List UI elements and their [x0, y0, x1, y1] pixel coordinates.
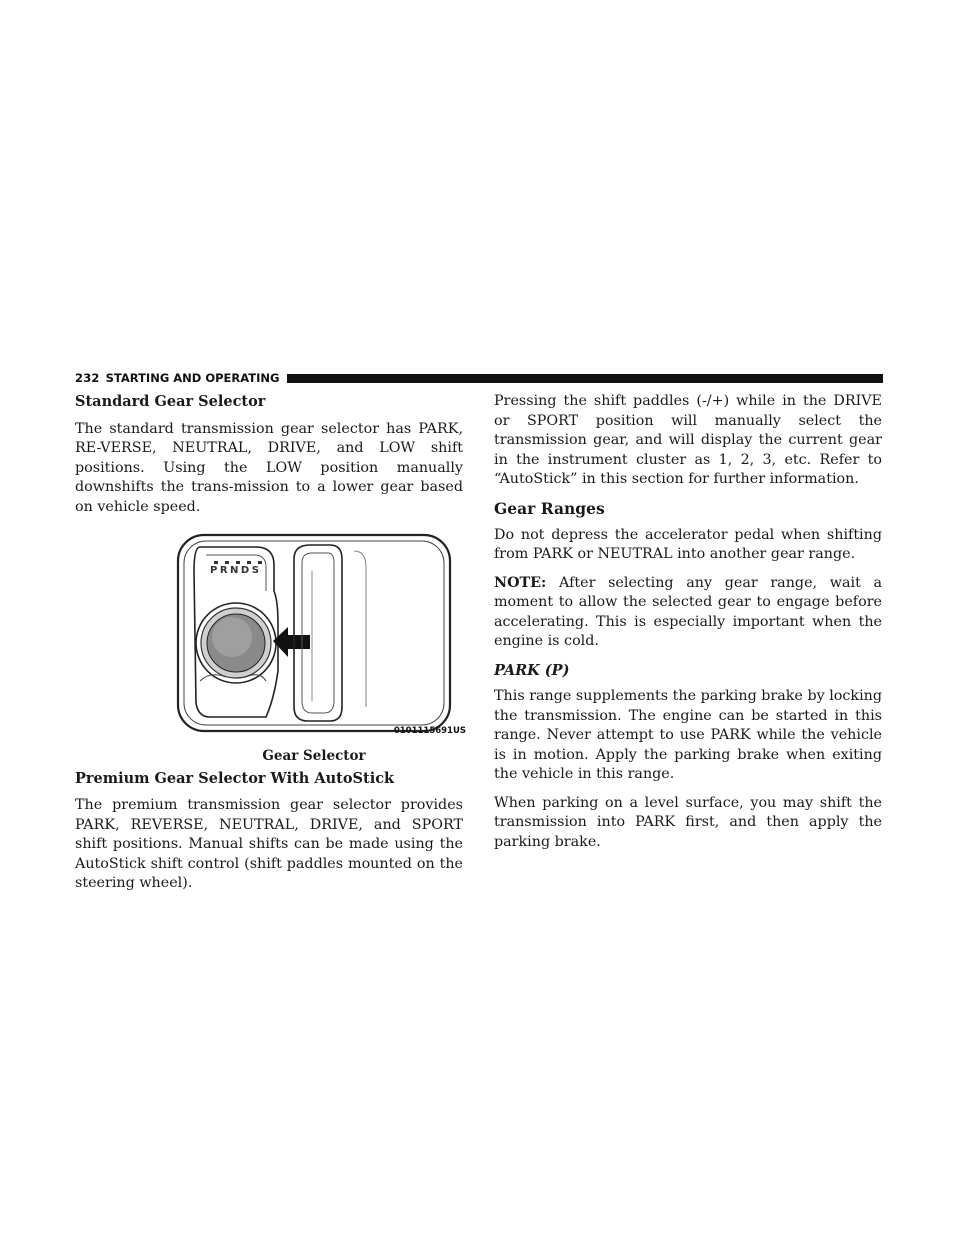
heading-park: PARK (P): [494, 661, 570, 679]
right-column: [494, 392, 882, 861]
paragraph-standard-gear-selector: The standard transmission gear selector has PARK, RE-VERSE, NEUTRAL, DRIVE, and LOW shift positions. Using the LOW position manually downshifts the trans-mission to a lower gear based on vehicle speed.: [75, 420, 463, 515]
shift-indicator-dots: [214, 561, 262, 564]
figure-code: 0101115691US: [393, 725, 466, 736]
header-rule: [287, 374, 883, 383]
console-edge-line: [354, 551, 366, 707]
storage-slot-outline: [294, 545, 342, 721]
left-column: [75, 392, 466, 903]
heading-standard-gear-selector: Standard Gear Selector: [75, 393, 266, 410]
paragraph-premium-gear-selector: The premium transmission gear selector provides PARK, REVERSE, NEUTRAL, DRIVE, and SPORT shift positions. Manual shifts can be made using the AutoStick shift control (shift paddles mounted on the steering wheel).: [75, 797, 463, 891]
figure-caption: Gear Selector: [262, 748, 366, 764]
page-number: 232: [75, 371, 100, 385]
paragraph-gear-ranges: Do not depress the accelerator pedal when shifting from PARK or NEUTRAL into another gear range.: [494, 526, 882, 562]
paragraph-shift-paddles: Pressing the shift paddles (-/+) while in the DRIVE or SPORT position will manually select the transmission gear, and will display the current gear in the instrument cluster as 1, 2, 3, etc. Refer to “AutoStick” in this section for further information.: [494, 393, 882, 487]
paragraph-park-1: This range supplements the parking brake by locking the transmission. The engine can be started in this range. Never attempt to use PARK while the vehicle is in motion. Apply the parking brake when exiting the vehicle in this range.: [494, 688, 882, 782]
paragraph-park-2: When parking on a level surface, you may shift the transmission into PARK first, and then apply the parking brake.: [494, 794, 882, 850]
heading-gear-ranges: Gear Ranges: [494, 498, 605, 518]
gear-selector-illustration: [170, 531, 466, 737]
note-label: NOTE:: [494, 574, 547, 591]
shift-position-letters: PRNDS: [210, 565, 262, 576]
knob-highlight: [212, 617, 252, 657]
page-header: [75, 371, 883, 385]
heading-premium-gear-selector: Premium Gear Selector With AutoStick: [75, 769, 395, 787]
note-text: After selecting any gear range, wait a moment to allow the selected gear to engage before accelerating. This is especially important when the engine is cold.: [494, 574, 882, 649]
note-paragraph: [494, 574, 882, 652]
storage-slot-inner: [302, 553, 334, 713]
section-title: STARTING AND OPERATING: [105, 371, 280, 385]
gear-selector-figure: [170, 531, 466, 747]
